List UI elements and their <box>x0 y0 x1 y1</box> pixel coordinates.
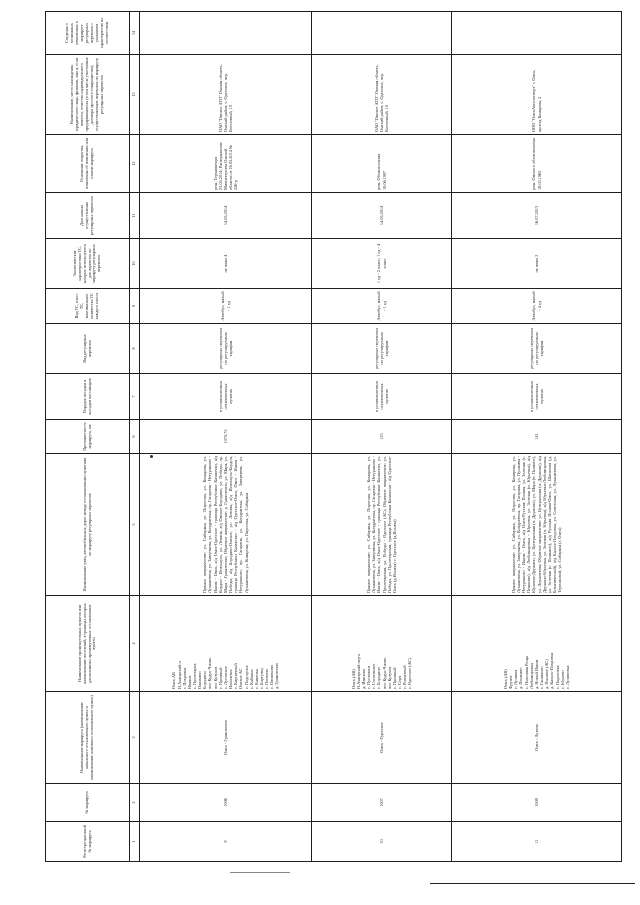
header-cell: Регистра-ционный № маршрута <box>46 822 130 862</box>
stop-item: пос Кудук-Чилик <box>381 657 387 689</box>
stop-item: с. Прииный <box>217 667 223 689</box>
registration-number: 10 <box>312 822 452 862</box>
column-number: 4 <box>130 596 140 692</box>
stop-item: пос Кутуков <box>386 666 392 689</box>
column-number: 1 <box>130 822 140 862</box>
registration-number: 11 <box>452 822 622 862</box>
route-changes <box>140 12 312 55</box>
route-streets: Прямое направление: ул. Сибиряка, ул. Пирогова, ул. Комарова, ул. Лукашевича, ул. Завертяева, ул. Кондратюка, пр. Гагарина - Нетуршково - Ишим - Омск, а/д Омск-Одесское - граница Республики Казахстан, ул. Пролетарская, ул. Победы - Одесское (АС); Обратное направление: ул. Победы, ул. Пролетарская, граница Республики Казахстан - а/д Одесское-Омск (д.Ильича) с. Одесское (д.Ильича) <box>312 454 452 596</box>
start-date: 14.05.2014 <box>312 193 452 239</box>
route-name: Омск - Грамотеино <box>140 692 312 784</box>
stop-item: Иванов <box>186 675 192 689</box>
opening-basis: реш. Омского облисполкома 18.05.1965 <box>452 135 622 193</box>
transport-kind: регулярные перевозки по регулируемым тарифам <box>312 324 452 374</box>
stop-item: с. Прииный <box>391 667 397 689</box>
column-number: 14 <box>130 12 140 55</box>
stop-item: Бородино <box>202 671 208 689</box>
stop-item: Ошихино <box>197 671 203 689</box>
stop-item: г. Покровка <box>181 667 187 689</box>
header-cell: Вид регулярных перевозок <box>46 324 130 374</box>
column-number: 13 <box>130 55 140 135</box>
stop-item: с. Овсянкино <box>269 664 275 689</box>
header-cell: Наименование, место нахождения юридического лица, фамилия, имя и, если имеется, отчество индивидуального предпринимателя (в том числе участников договора простого товарищества), осуществляющих перевозки по маршруту регулярных перевозок <box>46 55 130 135</box>
route-changes <box>312 12 452 55</box>
route-streets: Прямое направление: ул. Сибиряка, ул. Пирогова, ул. Комарова, ул. Лукашевича, ул. Завертяева, ул. Кондратюка, пр. Гагарина - Нетуршково - Ишим - Омск, а/д Омск-Одесское - граница Республики Казахстан, а/д Кордон - Исилькуль, ул. Ленина, а/д Омское-Бородино, ул. Победы, пр. Мира - Грамотеино; Обратное направление: д. Грамотеино, ул. Мира, ул. Победы, а/д Бородино-Омское, ул. Ленина, а/д Исилькуль-Кордон, граница Республики Казахстан - а/д Одесское-Омск, Омск - Ишим - Нетуршково, пр. Гагарина, ул. Кондратюка, ул. Завертяева, ул. Лукашевича, ул. Комарова, ул. Пирогова, ул. Сибиряка <box>140 454 312 596</box>
carrier: ОАО "Омское АТП" Омская область, Омский район, с. Одесское, пер. Восточный, 10 <box>140 55 312 135</box>
scan-edge-line <box>430 883 635 884</box>
stop-item: Омское АС <box>238 668 244 689</box>
header-cell: Наименование улиц, автомобильных дорог между остановочными пунктами по маршруту регулярных перевозок <box>46 454 130 596</box>
stop-item: с. Лузиновка <box>564 665 570 689</box>
stop-item: с. Луговское <box>222 666 228 689</box>
column-number: 2 <box>130 784 140 822</box>
stop-item: с. Пролетарка <box>191 663 197 689</box>
stop-item: с. Серп <box>396 675 402 689</box>
transport-kind: регулярные перевозки по регулируемым тарифам <box>452 324 622 374</box>
opening-basis: реш. Терминатора 23.05.2014; Распоряжение Министерства Омской области от 16.05.2014 № 226-р <box>140 135 312 193</box>
header-row <box>46 12 130 862</box>
stop-item: с. Гашиново <box>539 666 545 689</box>
header-cell: Наименование маршрута (наименование начального остановочного пункта и наименование конечного остановочного пункта) <box>46 692 130 784</box>
column-number: 3 <box>130 692 140 784</box>
stop-item: Н.Ачаирский п <box>176 661 182 689</box>
route-row-1008 <box>452 12 622 862</box>
vehicle-class: Автобус, малый - 1 ед <box>312 289 452 324</box>
stop-item: д. Грамотеино <box>274 663 280 689</box>
column-number: 10 <box>130 239 140 289</box>
stop-item: Ильичевск <box>228 669 234 689</box>
stop-item: с. Кирпичный <box>233 663 239 689</box>
stop-item: с. Роксатный <box>402 665 408 689</box>
stop-item: с. Юрьево <box>559 670 565 689</box>
header-cell: Порядок посадки и высадки пассажиров <box>46 374 130 420</box>
header-cell: Дата начала осуществления регулярных перевозок <box>46 193 130 239</box>
route-length: 1070,75 <box>140 420 312 454</box>
stop-item: с. Лузинка <box>513 669 519 689</box>
intermediate-stops <box>452 596 622 692</box>
carrier: ОАО "Омское АТП" Омская область, Омский район, с. Одесское, пер. Восточный, 10 <box>312 55 452 135</box>
transport-kind: регулярные перевозки по регулируемым тарифам <box>140 324 312 374</box>
column-number: 9 <box>130 289 140 324</box>
eco-class: не ниже 4 <box>140 239 312 289</box>
stop-item: с. Кабаньи <box>248 669 254 689</box>
stop-item: д. Пешкино <box>518 667 524 689</box>
start-date: 16.07.2013 <box>452 193 622 239</box>
route-length: 141 <box>452 420 622 454</box>
header-cell: Экологические характеристики ТС, которые используются для перевозок по маршруту регулярных перевозок <box>46 239 130 289</box>
header-cell: Вид ТС, класс ТС, максимальное количество ТС каждого класса <box>46 289 130 324</box>
column-number: 8 <box>130 324 140 374</box>
stop-item: д. Пышное (АС) <box>544 659 550 689</box>
column-number: 5 <box>130 454 140 596</box>
stop-item: Омск (АВ) <box>350 669 356 689</box>
intermediate-stops <box>140 596 312 692</box>
registration-number: 9 <box>140 822 312 862</box>
eco-class: не ниже 2 <box>452 239 622 289</box>
column-number: 7 <box>130 374 140 420</box>
route-streets: Прямое направление: ул. Сибиряка, ул. Пирогова, ул. Комарова, ул. Лукашевича, ул. Завертяева, ул. Кондратюка, пр. Гагарина, ул. Пушкина - Нетуршково - Ишим - Омск, а/д Омск-Русская Поляна, ул. Зеленая (с. Пешкино), а/д Любимировка - Юрьевка, ул. Зеленая (п. Юрьевка), а/д Юрьевка-Дружино, ул. Центральная (п. Дружино), ул. Мира (п. Пышное), ул. Лермонтова; Обратное направление: ул. Центральная (п. Дружино), а/д Дружино-Юрьевка, ул. Зеленая (п. Юрьевка), а/д Юрьевка-Любимировка, ул. Зеленая (с. Пешкино), а/д Русская Поляна-Омск, ул. Шаталова (д. Ботанический), а/д Кальск-Покровка, ул. Советская, ул. Лукашевича, ул. Терешковой, ул. Сибиряка (г. Омск) <box>452 454 622 596</box>
stop-item: с. Подгорное <box>243 665 249 689</box>
stop-item: с. Пироговка <box>554 665 560 689</box>
scan-edge-line <box>230 872 290 873</box>
route-name: Омск - Лузино <box>452 692 622 784</box>
stop-item: с. Бородино <box>376 667 382 689</box>
stop-item: д. Новый Ишим <box>533 659 539 689</box>
route-name: Омск - Одесское <box>312 692 452 784</box>
boarding-order: в установленных остановочных пунктах <box>312 374 452 420</box>
route-row-1006 <box>140 12 312 862</box>
column-number-row <box>130 12 140 862</box>
stop-item: д. Иванова <box>360 669 366 689</box>
start-date: 14.05.2014 <box>140 193 312 239</box>
column-number: 12 <box>130 135 140 193</box>
stop-item: д. Кальск-Покровка <box>549 652 555 689</box>
route-number: 1007 <box>312 784 452 822</box>
opening-basis: реш. Облисполкома 19.06.1997 <box>312 135 452 193</box>
route-number: 1006 <box>140 784 312 822</box>
rotated-document-sheet <box>45 12 621 862</box>
header-cell: № маршрута <box>46 784 130 822</box>
column-number: 11 <box>130 193 140 239</box>
stop-item: Омск (АВ) <box>502 669 508 689</box>
carrier: ООО "ОмскАвтоэкспорт" г. Омск, проезд Комарова, 2 <box>452 55 622 135</box>
route-register-table <box>45 11 622 862</box>
header-cell: Сведения о возможных изменениях в маршруте регулярных перевозок с указанием характеристик их соответствия <box>46 12 130 55</box>
stop-item: Н.Ачаирский пер-к <box>355 653 361 689</box>
header-cell: Наименование промежуточных пунктов или наименование поселений, в границах которых расположены промежуточные остановочные пункты <box>46 596 130 692</box>
stop-item: пос Кудук-Чилик <box>207 657 213 689</box>
stop-item: с. Биртунку <box>259 667 265 689</box>
boarding-order: в установленных остановочных пунктах <box>140 374 312 420</box>
stop-item: с. Новоиная Роща <box>523 656 529 689</box>
eco-class: 1 ед - 2 класс; 1 ед - 4 класс <box>312 239 452 289</box>
stop-item: с. Каменка <box>253 669 259 689</box>
stop-item: пос Кутуков <box>212 666 218 689</box>
header-cell: Основание открытия, изменения об изменении или отмене маршрута <box>46 135 130 193</box>
vehicle-class: Автобус, малый - 1 ед <box>140 289 312 324</box>
header-cell: Протяжен-ность маршрута, км <box>46 420 130 454</box>
stop-item: Любимировка <box>528 663 534 689</box>
route-row-1007 <box>312 12 452 862</box>
stop-item: с. Пустошки <box>366 666 372 689</box>
stop-item: Омск АВ <box>171 672 177 689</box>
stop-item: с. Одесское (АС) <box>407 658 413 689</box>
stop-item: Фрунзе <box>508 675 514 689</box>
stop-item: с. Сосновское <box>371 663 377 689</box>
boarding-order: в установленных остановочных пунктах <box>452 374 622 420</box>
intermediate-stops <box>312 596 452 692</box>
stop-item: с. Плевино <box>264 669 270 689</box>
route-changes <box>452 12 622 55</box>
route-length: 123 <box>312 420 452 454</box>
route-number: 1008 <box>452 784 622 822</box>
column-number: 6 <box>130 420 140 454</box>
vehicle-class: Автобус, малый - 4 ед <box>452 289 622 324</box>
